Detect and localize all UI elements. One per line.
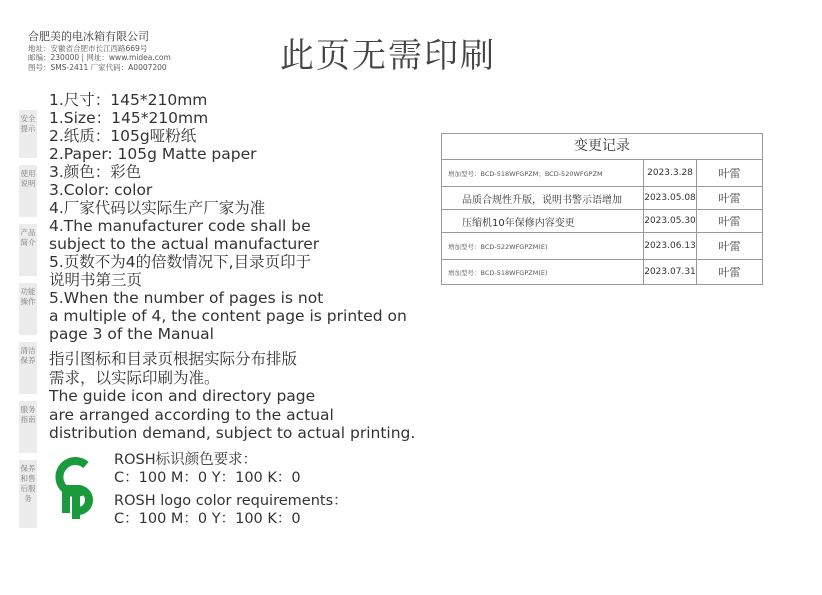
guide-tab: 服务指南 — [19, 401, 37, 453]
rosh-cn-values: C：100 M：0 Y：100 K：0 — [114, 470, 301, 486]
guide-line: 指引图标和目录页根据实际分布排版 — [49, 350, 298, 368]
table-row — [442, 260, 762, 284]
spec-line: 2.Paper: 105g Matte paper — [49, 145, 257, 163]
change-date: 2023.06.13 — [644, 233, 697, 259]
guide-tab: 使用说明 — [19, 165, 37, 217]
guide-line: The guide icon and directory page — [49, 387, 316, 405]
company-postcode: 邮编：230000 | 网址：www.midea.com — [28, 53, 171, 63]
guide-line: 需求，以实际印刷为准。 — [49, 368, 220, 387]
change-author: 叶雷 — [718, 240, 741, 253]
change-author: 叶雷 — [718, 192, 741, 205]
spec-line: 3.颜色：彩色 — [49, 163, 142, 181]
change-date: 2023.05.30 — [644, 210, 697, 232]
company-info — [28, 30, 171, 72]
page-title: 此页无需印刷 — [280, 36, 496, 76]
table-row — [442, 233, 762, 260]
guide-note — [49, 350, 415, 443]
spec-line: 5.When the number of pages is not — [49, 289, 324, 307]
print-specifications — [49, 91, 407, 343]
spec-line: subject to the actual manufacturer — [49, 235, 320, 253]
company-name: 合肥美的电冰箱有限公司 — [28, 30, 149, 43]
spec-line: 5.页数不为4的倍数情况下,目录页印于 — [49, 253, 312, 271]
change-author: 叶雷 — [718, 215, 741, 228]
rosh-logo-icon — [50, 455, 102, 521]
spec-line: 4.厂家代码以实际生产厂家为准 — [49, 199, 266, 217]
table-row — [442, 210, 762, 233]
company-address: 地址：安徽省合肥市长江西路669号 — [28, 43, 148, 53]
change-description: 压缩机10年保修内容变更 — [442, 210, 644, 232]
spec-line: 1.尺寸：145*210mm — [49, 91, 208, 109]
change-description: 增加型号：BCD-522WFGPZM(E) — [442, 233, 644, 259]
guide-tab: 清洁保养 — [19, 342, 37, 394]
spec-line: 4.The manufacturer code shall be — [49, 217, 311, 235]
change-date: 2023.07.31 — [644, 260, 697, 284]
change-author: 叶雷 — [718, 167, 741, 180]
rosh-en-values: C：100 M：0 Y：100 K：0 — [114, 511, 301, 527]
spec-line: 说明书第三页 — [49, 271, 143, 289]
guide-line: distribution demand, subject to actual printing. — [49, 424, 416, 442]
company-drawing-number: 图号：SMS-2411 厂家代码：A0007200 — [28, 62, 167, 72]
change-author: 叶雷 — [718, 266, 741, 279]
guide-line: are arranged according to the actual — [49, 405, 334, 424]
table-row — [442, 187, 762, 210]
guide-tab: 功能操作 — [19, 283, 37, 335]
change-log-title: 变更记录 — [442, 134, 762, 160]
guide-tab: 产品简介 — [19, 224, 37, 276]
spec-line: 2.纸质：105g哑粉纸 — [49, 127, 197, 145]
change-log-table — [441, 133, 763, 285]
spec-line: 1.Size：145*210mm — [49, 109, 209, 127]
guide-tab: 安全提示 — [19, 110, 37, 158]
rosh-en-title: ROSH logo color requirements： — [114, 493, 348, 509]
change-description: 增加型号：BCD-518WFGPZM(E) — [442, 260, 644, 284]
table-row — [442, 160, 762, 187]
rosh-color-requirements — [114, 451, 348, 528]
rosh-cn-title: ROSH标识颜色要求： — [114, 452, 258, 468]
guide-tab-strip — [19, 110, 37, 535]
change-description: 增加型号：BCD-518WFGPZM；BCD-520WFGPZM — [442, 160, 644, 186]
spec-line: 3.Color: color — [49, 181, 153, 199]
guide-tab: 保养和售后服务 — [19, 460, 37, 528]
spec-line: page 3 of the Manual — [49, 325, 214, 343]
change-date: 2023.05.08 — [644, 187, 697, 209]
spec-line: a multiple of 4, the content page is printed on — [49, 307, 407, 325]
change-description: 品质合规性升版，说明书警示语增加 — [442, 187, 644, 209]
change-date: 2023.3.28 — [644, 160, 697, 186]
